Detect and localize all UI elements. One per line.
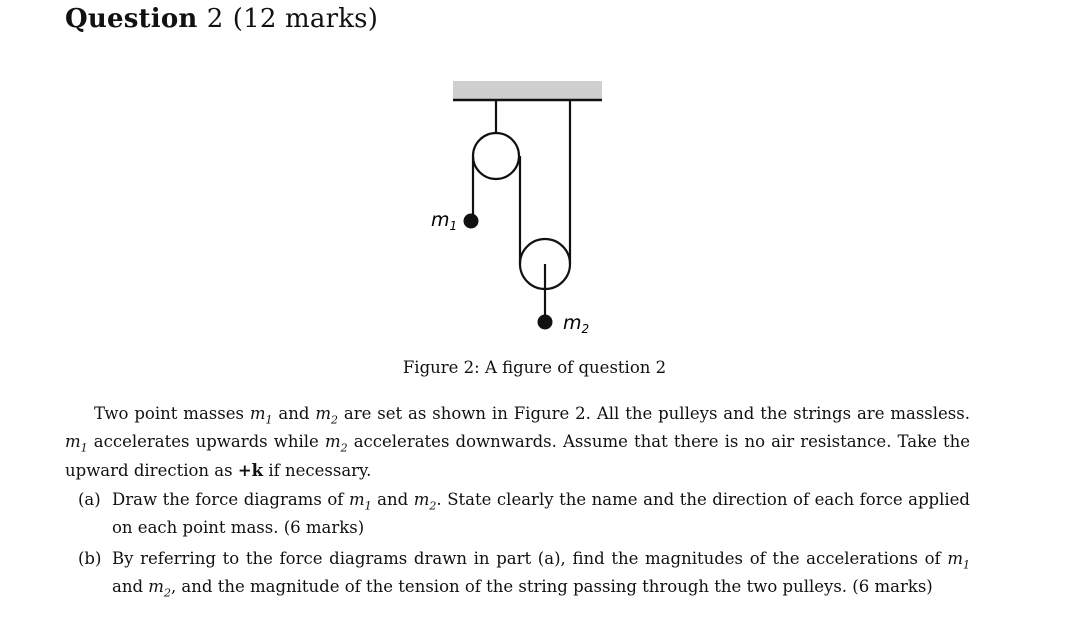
question-paragraph: Two point masses $m_1$ and $m_2$ are set as shown in Figure 2. All the pulleys and the strings are massless. $m_1$ accelerates upwards while $m_2$ accelerates downwards. Assume that there is no air resistance. Take the upward direction as +k if necessary.: [65, 404, 970, 480]
part-a-label: (a): [78, 490, 101, 509]
unit-vector-k: +k: [237, 460, 264, 480]
symbol-m2: $m_2$: [413, 490, 437, 513]
symbol-m2: $m_2$: [148, 577, 171, 600]
heading-word: Question: [65, 4, 198, 34]
label-m1: $m_1$: [431, 209, 458, 233]
heading-marks: (12 marks): [232, 4, 379, 34]
fixed-pulley: [473, 133, 519, 179]
heading-number: 2: [206, 4, 224, 34]
symbol-m2: $m_2$: [315, 404, 338, 427]
part-a: [78, 489, 970, 539]
symbol-m2: $m_2$: [324, 432, 348, 455]
ceiling-block: [453, 81, 602, 100]
part-b-text: By referring to the force diagrams drawn in part (a), find the magnitudes of the accelerations of $m_1$ and $m_2$, and the magnitude of the tension of the string passing through the two pulleys. (6 marks): [112, 549, 970, 600]
symbol-m1: $m_1$: [348, 490, 372, 513]
symbol-m1: $m_1$: [65, 432, 88, 455]
label-m2: $m_2$: [563, 312, 590, 336]
figure-caption: Figure 2: A figure of question 2: [402, 358, 667, 377]
part-b-label: (b): [78, 549, 102, 568]
mass-m1: [464, 214, 479, 229]
symbol-m1: $m_1$: [947, 549, 970, 572]
mass-m2: [538, 315, 553, 330]
part-a-text: Draw the force diagrams of $m_1$ and $m_2$. State clearly the name and the direction of each force applied on each point mass. (6 marks): [112, 490, 970, 538]
part-b: [78, 548, 970, 605]
symbol-m1: $m_1$: [249, 404, 273, 427]
